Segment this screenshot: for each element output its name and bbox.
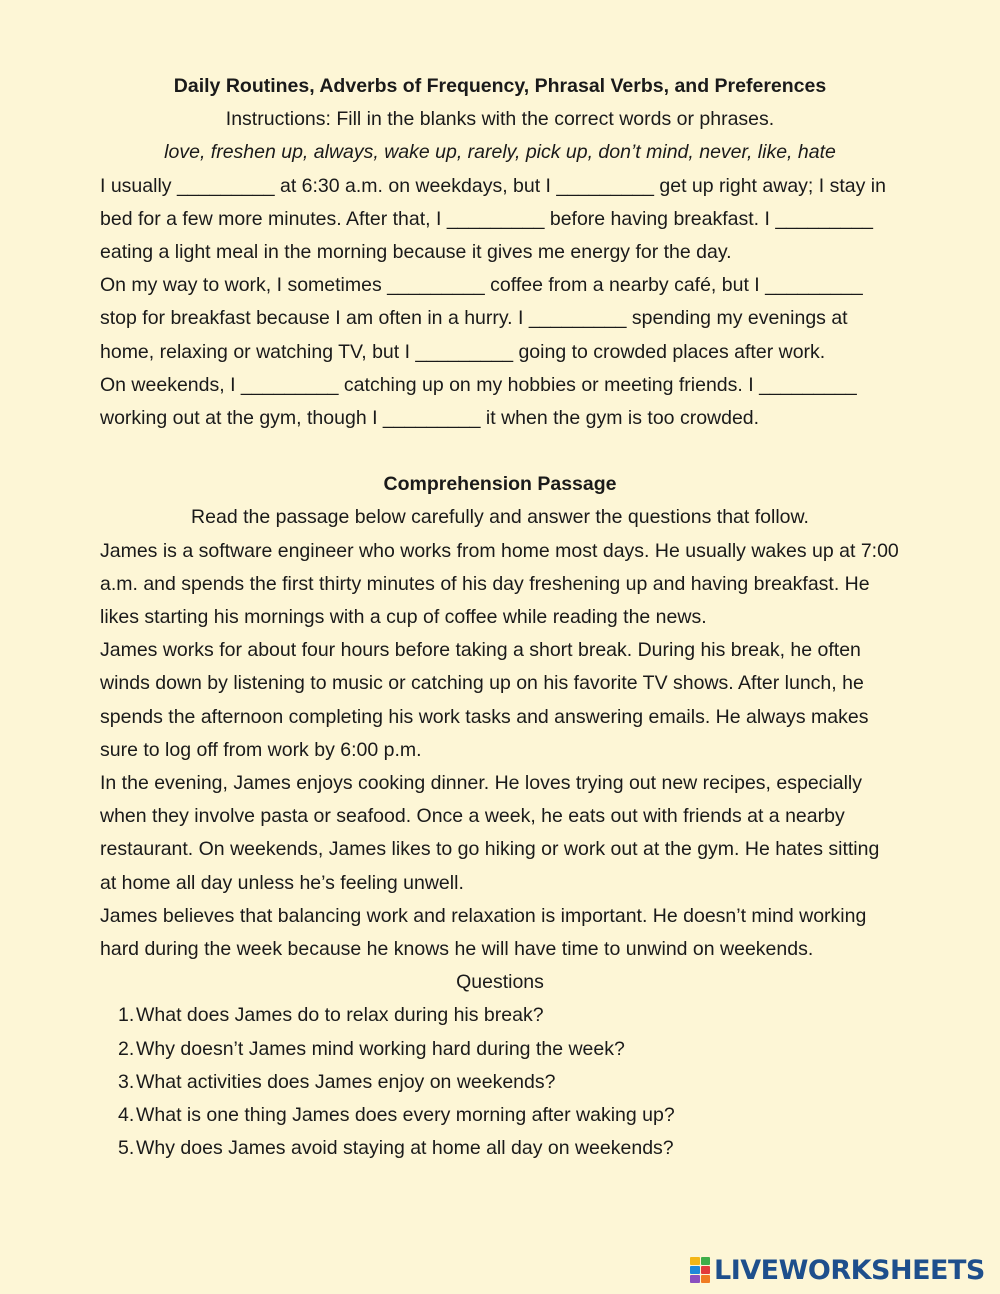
- question-text: What is one thing James does every morning after waking up?: [136, 1104, 675, 1127]
- question-item: [100, 1033, 900, 1066]
- fill-blank-paragraph-1: I usually _________ at 6:30 a.m. on weekdays, but I _________ get up right away; I stay in bed for a few more minutes. After that, I _________ before having breakfast. I _________ eating a light meal in the morning because it gives me energy for the day.: [100, 174, 886, 264]
- worksheet-title: Daily Routines, Adverbs of Frequency, Phrasal Verbs, and Preferences: [173, 75, 827, 97]
- questions-list: [100, 999, 900, 1165]
- logo-tile: [690, 1266, 700, 1274]
- liveworksheets-logo-icon: [690, 1257, 710, 1283]
- comprehension-heading: Comprehension Passage: [383, 473, 617, 496]
- logo-tile: [690, 1257, 700, 1265]
- question-number: 3.: [118, 1070, 135, 1093]
- liveworksheets-logo: [690, 1253, 985, 1287]
- passage-paragraph-2: James works for about four hours before taking a short break. During his break, he often winds down by listening to music or catching up on his favorite TV shows. After lunch, he spends the afternoon completing his work tasks and answering emails. He always makes sure to log off from work by 6:00 p.m.: [100, 639, 869, 761]
- passage-paragraph-1: James is a software engineer who works from home most days. He usually wakes up at 7:00 a.m. and spends the first thirty minutes of his day freshening up and having breakfast. He likes starting his mornings with a cup of coffee while reading the news.: [100, 539, 899, 629]
- question-number: 2.: [118, 1037, 135, 1060]
- question-number: 1.: [118, 1004, 135, 1027]
- logo-tile: [690, 1275, 700, 1283]
- logo-tile: [701, 1275, 711, 1283]
- logo-text: LIVEWORKSHEETS: [714, 1254, 985, 1286]
- question-item: [100, 1099, 900, 1132]
- comprehension-instructions: Read the passage below carefully and answer the questions that follow.: [191, 506, 809, 529]
- question-text: Why does James avoid staying at home all day on weekends?: [136, 1137, 674, 1160]
- question-number: 4.: [118, 1104, 135, 1127]
- worksheet-instructions: Instructions: Fill in the blanks with the correct words or phrases.: [225, 108, 775, 131]
- fill-blank-paragraph-3: On weekends, I _________ catching up on my hobbies or meeting friends. I _________ working out at the gym, though I _________ it when the gym is too crowded.: [100, 373, 857, 430]
- question-text: Why doesn’t James mind working hard during the week?: [136, 1037, 625, 1060]
- passage-paragraph-3: In the evening, James enjoys cooking dinner. He loves trying out new recipes, especially when they involve pasta or seafood. Once a week, he eats out with friends at a nearby restaurant. On weekends, James likes to go hiking or work out at the gym. He hates sitting at home all day unless he’s feeling unwell.: [100, 772, 880, 894]
- logo-tile: [701, 1257, 711, 1265]
- question-item: [100, 1066, 900, 1099]
- section-spacer: [100, 435, 900, 468]
- worksheet-page: [100, 70, 900, 1166]
- question-text: What activities does James enjoy on weekends?: [136, 1070, 556, 1093]
- question-text: What does James do to relax during his break?: [136, 1004, 544, 1027]
- question-item: [100, 1132, 900, 1165]
- word-bank: love, freshen up, always, wake up, rarely, pick up, don’t mind, never, like, hate: [164, 141, 836, 164]
- question-number: 5.: [118, 1137, 135, 1160]
- question-item: [100, 999, 900, 1032]
- questions-heading: Questions: [456, 971, 544, 994]
- fill-blank-paragraph-2: On my way to work, I sometimes _________ coffee from a nearby café, but I _________ stop for breakfast because I am often in a hurry. I _________ spending my evenings at home, relaxing or watching TV, but I _________ going to crowded places after work.: [100, 274, 863, 363]
- passage-paragraph-4: James believes that balancing work and relaxation is important. He doesn’t mind working hard during the week because he knows he will have time to unwind on weekends.: [100, 904, 867, 961]
- logo-tile: [701, 1266, 711, 1274]
